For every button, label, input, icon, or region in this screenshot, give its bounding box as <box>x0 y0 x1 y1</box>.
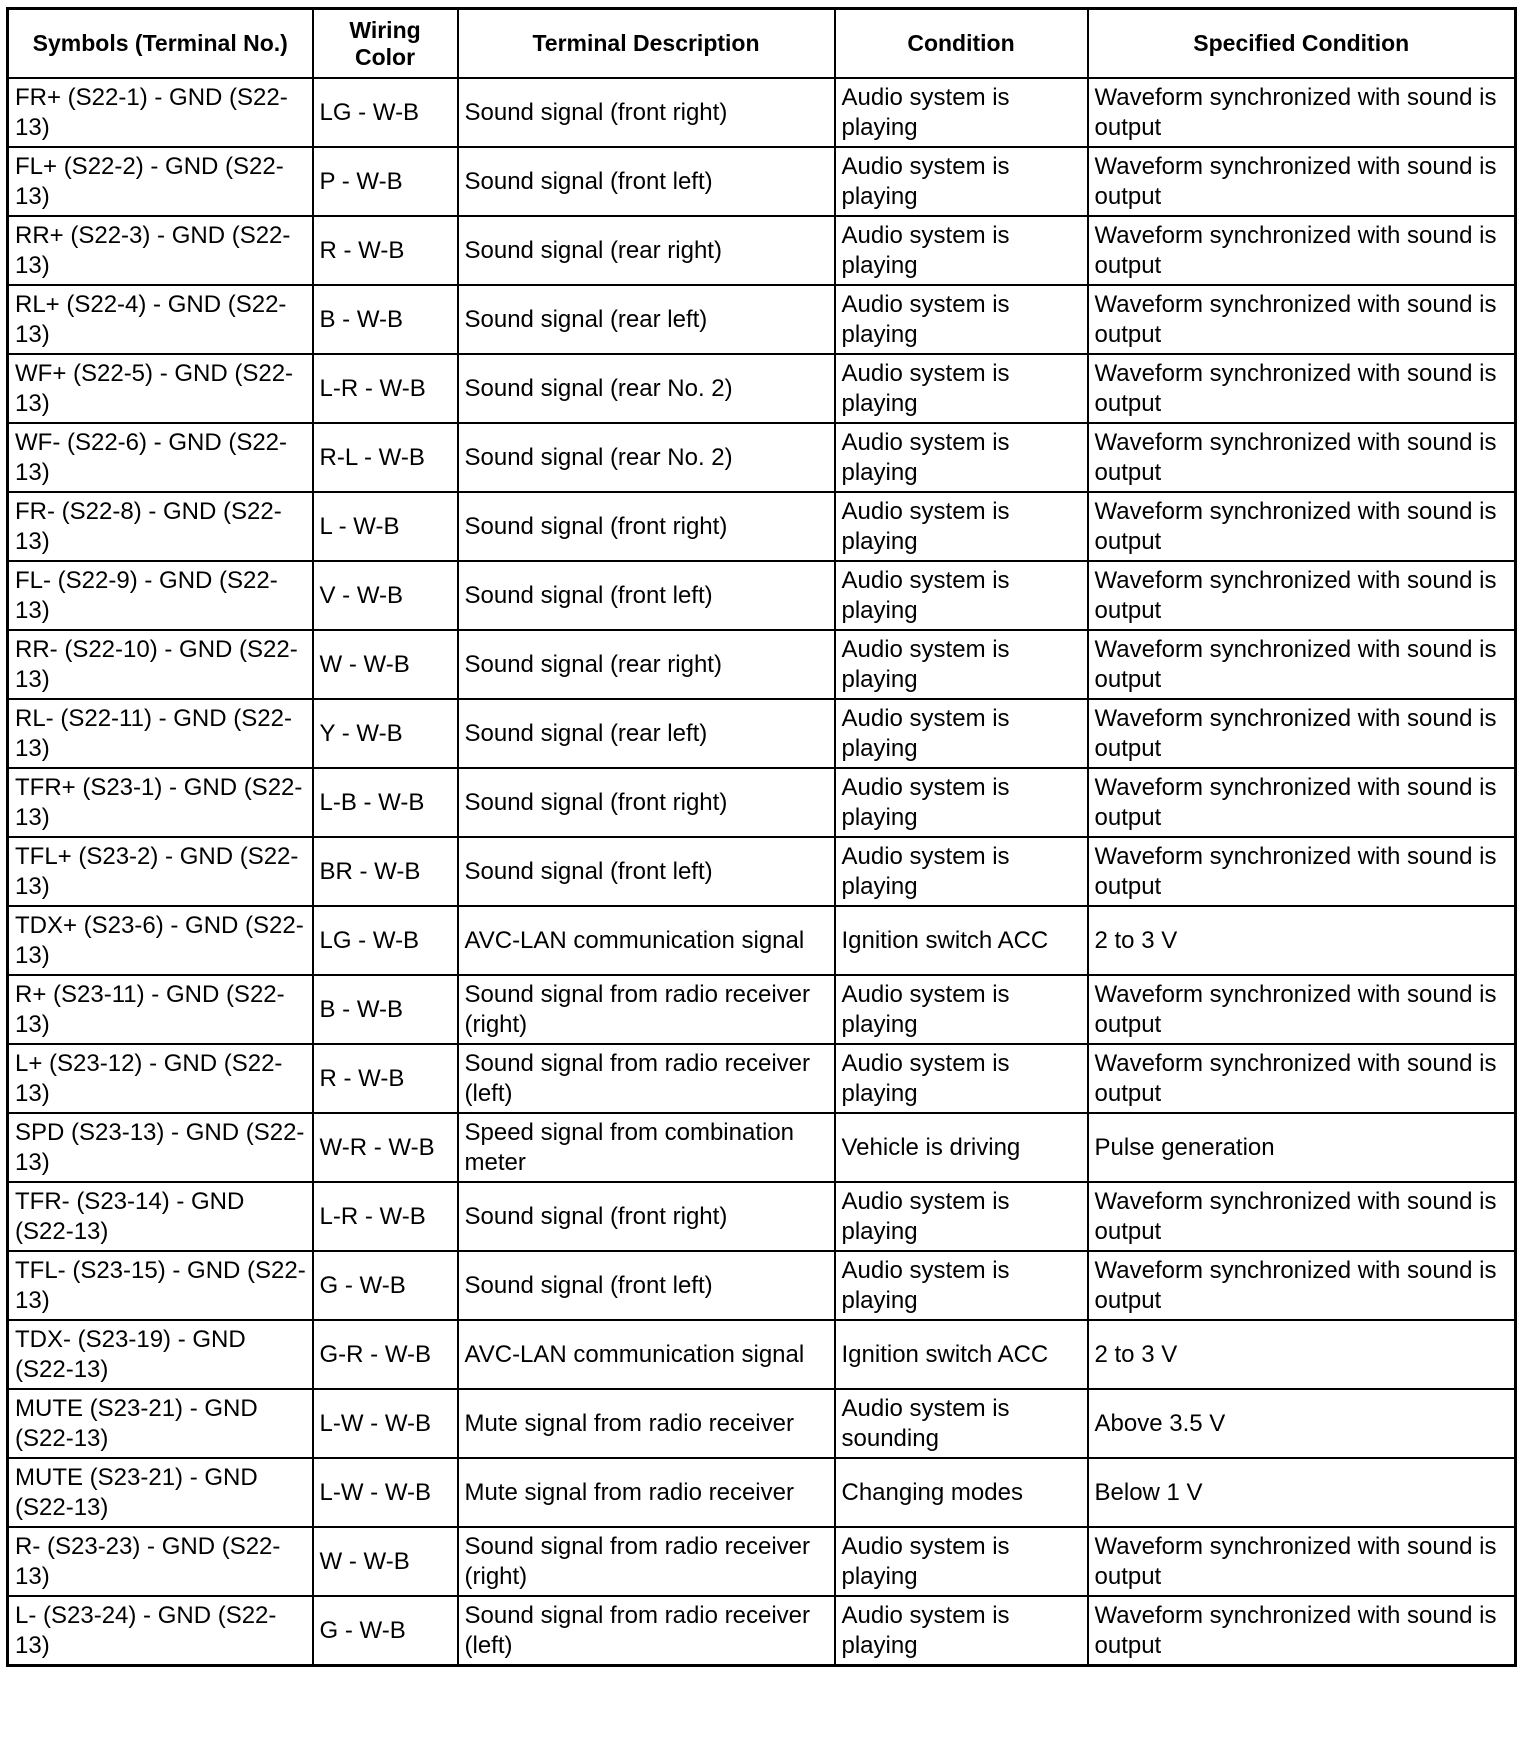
cell-symbols: TFR+ (S23-1) - GND (S22-13) <box>8 768 313 837</box>
cell-wiring-color: L-W - W-B <box>313 1458 458 1527</box>
cell-terminal-description: Sound signal from radio receiver (left) <box>458 1596 835 1666</box>
cell-wiring-color: L-B - W-B <box>313 768 458 837</box>
table-row <box>8 147 1516 216</box>
cell-specified-condition: Waveform synchronized with sound is output <box>1088 699 1516 768</box>
cell-terminal-description: Mute signal from radio receiver <box>458 1458 835 1527</box>
table-row <box>8 906 1516 975</box>
cell-specified-condition: Waveform synchronized with sound is output <box>1088 1182 1516 1251</box>
cell-terminal-description: Sound signal from radio receiver (left) <box>458 1044 835 1113</box>
cell-terminal-description: Sound signal (front right) <box>458 78 835 147</box>
cell-symbols: RL+ (S22-4) - GND (S22-13) <box>8 285 313 354</box>
cell-terminal-description: Sound signal (front right) <box>458 768 835 837</box>
table-row <box>8 354 1516 423</box>
cell-condition: Audio system is playing <box>835 1182 1088 1251</box>
cell-wiring-color: BR - W-B <box>313 837 458 906</box>
cell-specified-condition: Waveform synchronized with sound is output <box>1088 1044 1516 1113</box>
cell-wiring-color: R - W-B <box>313 1044 458 1113</box>
table-row <box>8 561 1516 630</box>
cell-terminal-description: Sound signal (rear No. 2) <box>458 354 835 423</box>
cell-wiring-color: L - W-B <box>313 492 458 561</box>
table-row <box>8 285 1516 354</box>
cell-specified-condition: Waveform synchronized with sound is output <box>1088 975 1516 1044</box>
cell-specified-condition: Below 1 V <box>1088 1458 1516 1527</box>
cell-specified-condition: Waveform synchronized with sound is output <box>1088 492 1516 561</box>
cell-condition: Vehicle is driving <box>835 1113 1088 1182</box>
terminal-spec-table <box>6 7 1517 1667</box>
cell-symbols: RR+ (S22-3) - GND (S22-13) <box>8 216 313 285</box>
header-symbols: Symbols (Terminal No.) <box>8 9 313 79</box>
cell-condition: Ignition switch ACC <box>835 1320 1088 1389</box>
cell-terminal-description: AVC-LAN communication signal <box>458 906 835 975</box>
cell-specified-condition: Waveform synchronized with sound is output <box>1088 1251 1516 1320</box>
header-wiring-color: Wiring Color <box>313 9 458 79</box>
cell-specified-condition: Waveform synchronized with sound is output <box>1088 285 1516 354</box>
header-condition: Condition <box>835 9 1088 79</box>
cell-symbols: L+ (S23-12) - GND (S22-13) <box>8 1044 313 1113</box>
cell-symbols: TDX+ (S23-6) - GND (S22-13) <box>8 906 313 975</box>
cell-wiring-color: G - W-B <box>313 1596 458 1666</box>
cell-specified-condition: Pulse generation <box>1088 1113 1516 1182</box>
cell-symbols: TFR- (S23-14) - GND (S22-13) <box>8 1182 313 1251</box>
cell-specified-condition: Waveform synchronized with sound is output <box>1088 147 1516 216</box>
cell-symbols: FR- (S22-8) - GND (S22-13) <box>8 492 313 561</box>
cell-wiring-color: W - W-B <box>313 1527 458 1596</box>
cell-wiring-color: Y - W-B <box>313 699 458 768</box>
cell-symbols: TFL+ (S23-2) - GND (S22-13) <box>8 837 313 906</box>
cell-condition: Audio system is playing <box>835 147 1088 216</box>
cell-terminal-description: Sound signal (rear right) <box>458 216 835 285</box>
cell-condition: Audio system is playing <box>835 423 1088 492</box>
cell-condition: Audio system is playing <box>835 492 1088 561</box>
cell-terminal-description: Sound signal (front left) <box>458 837 835 906</box>
cell-wiring-color: R-L - W-B <box>313 423 458 492</box>
cell-terminal-description: Sound signal (rear left) <box>458 699 835 768</box>
cell-symbols: WF+ (S22-5) - GND (S22-13) <box>8 354 313 423</box>
cell-condition: Ignition switch ACC <box>835 906 1088 975</box>
cell-symbols: FL+ (S22-2) - GND (S22-13) <box>8 147 313 216</box>
table-row <box>8 768 1516 837</box>
table-row <box>8 1320 1516 1389</box>
cell-specified-condition: Waveform synchronized with sound is output <box>1088 78 1516 147</box>
table-row <box>8 78 1516 147</box>
table-row <box>8 699 1516 768</box>
cell-condition: Audio system is playing <box>835 561 1088 630</box>
cell-condition: Audio system is playing <box>835 699 1088 768</box>
cell-wiring-color: W - W-B <box>313 630 458 699</box>
cell-specified-condition: Above 3.5 V <box>1088 1389 1516 1458</box>
table-row <box>8 1113 1516 1182</box>
cell-specified-condition: Waveform synchronized with sound is output <box>1088 1527 1516 1596</box>
cell-condition: Audio system is playing <box>835 1527 1088 1596</box>
cell-symbols: FR+ (S22-1) - GND (S22-13) <box>8 78 313 147</box>
cell-wiring-color: R - W-B <box>313 216 458 285</box>
table-row <box>8 1182 1516 1251</box>
cell-symbols: SPD (S23-13) - GND (S22-13) <box>8 1113 313 1182</box>
cell-symbols: RL- (S22-11) - GND (S22-13) <box>8 699 313 768</box>
cell-terminal-description: Sound signal (front left) <box>458 1251 835 1320</box>
cell-terminal-description: Sound signal from radio receiver (right) <box>458 1527 835 1596</box>
cell-condition: Audio system is playing <box>835 216 1088 285</box>
cell-wiring-color: L-R - W-B <box>313 354 458 423</box>
header-specified-condition: Specified Condition <box>1088 9 1516 79</box>
table-row <box>8 423 1516 492</box>
cell-terminal-description: Sound signal (front right) <box>458 1182 835 1251</box>
table-row <box>8 837 1516 906</box>
cell-condition: Audio system is playing <box>835 630 1088 699</box>
cell-symbols: MUTE (S23-21) - GND (S22-13) <box>8 1389 313 1458</box>
cell-terminal-description: Sound signal (front left) <box>458 147 835 216</box>
cell-wiring-color: B - W-B <box>313 285 458 354</box>
table-row <box>8 492 1516 561</box>
cell-specified-condition: Waveform synchronized with sound is output <box>1088 1596 1516 1666</box>
cell-symbols: L- (S23-24) - GND (S22-13) <box>8 1596 313 1666</box>
cell-wiring-color: G - W-B <box>313 1251 458 1320</box>
table-row <box>8 1044 1516 1113</box>
cell-terminal-description: Sound signal (front left) <box>458 561 835 630</box>
cell-symbols: FL- (S22-9) - GND (S22-13) <box>8 561 313 630</box>
table-body <box>8 78 1516 1666</box>
cell-terminal-description: AVC-LAN communication signal <box>458 1320 835 1389</box>
cell-wiring-color: LG - W-B <box>313 78 458 147</box>
cell-wiring-color: W-R - W-B <box>313 1113 458 1182</box>
cell-condition: Audio system is playing <box>835 1596 1088 1666</box>
cell-specified-condition: Waveform synchronized with sound is output <box>1088 561 1516 630</box>
table-row <box>8 1389 1516 1458</box>
table-row <box>8 975 1516 1044</box>
table-header <box>8 9 1516 79</box>
cell-specified-condition: 2 to 3 V <box>1088 906 1516 975</box>
cell-terminal-description: Mute signal from radio receiver <box>458 1389 835 1458</box>
cell-condition: Audio system is playing <box>835 285 1088 354</box>
cell-specified-condition: Waveform synchronized with sound is output <box>1088 423 1516 492</box>
header-terminal-description: Terminal Description <box>458 9 835 79</box>
cell-symbols: MUTE (S23-21) - GND (S22-13) <box>8 1458 313 1527</box>
table-row <box>8 630 1516 699</box>
cell-condition: Audio system is playing <box>835 768 1088 837</box>
cell-wiring-color: P - W-B <box>313 147 458 216</box>
cell-terminal-description: Sound signal (rear No. 2) <box>458 423 835 492</box>
cell-wiring-color: L-R - W-B <box>313 1182 458 1251</box>
table-row <box>8 1596 1516 1666</box>
cell-condition: Audio system is sounding <box>835 1389 1088 1458</box>
table-row <box>8 1527 1516 1596</box>
cell-wiring-color: LG - W-B <box>313 906 458 975</box>
cell-terminal-description: Sound signal (front right) <box>458 492 835 561</box>
table-row <box>8 1251 1516 1320</box>
cell-condition: Audio system is playing <box>835 1044 1088 1113</box>
cell-terminal-description: Sound signal (rear right) <box>458 630 835 699</box>
cell-specified-condition: Waveform synchronized with sound is output <box>1088 354 1516 423</box>
terminal-spec-document <box>6 7 1514 1667</box>
cell-specified-condition: Waveform synchronized with sound is output <box>1088 768 1516 837</box>
header-row <box>8 9 1516 79</box>
table-row <box>8 216 1516 285</box>
cell-symbols: WF- (S22-6) - GND (S22-13) <box>8 423 313 492</box>
cell-specified-condition: Waveform synchronized with sound is output <box>1088 630 1516 699</box>
cell-symbols: TFL- (S23-15) - GND (S22-13) <box>8 1251 313 1320</box>
cell-specified-condition: Waveform synchronized with sound is output <box>1088 837 1516 906</box>
cell-condition: Audio system is playing <box>835 975 1088 1044</box>
cell-wiring-color: V - W-B <box>313 561 458 630</box>
cell-condition: Changing modes <box>835 1458 1088 1527</box>
cell-condition: Audio system is playing <box>835 837 1088 906</box>
cell-specified-condition: 2 to 3 V <box>1088 1320 1516 1389</box>
cell-symbols: TDX- (S23-19) - GND (S22-13) <box>8 1320 313 1389</box>
cell-wiring-color: L-W - W-B <box>313 1389 458 1458</box>
cell-condition: Audio system is playing <box>835 1251 1088 1320</box>
cell-symbols: R- (S23-23) - GND (S22-13) <box>8 1527 313 1596</box>
cell-wiring-color: G-R - W-B <box>313 1320 458 1389</box>
cell-wiring-color: B - W-B <box>313 975 458 1044</box>
cell-terminal-description: Sound signal (rear left) <box>458 285 835 354</box>
cell-symbols: RR- (S22-10) - GND (S22-13) <box>8 630 313 699</box>
cell-condition: Audio system is playing <box>835 78 1088 147</box>
cell-terminal-description: Sound signal from radio receiver (right) <box>458 975 835 1044</box>
table-row <box>8 1458 1516 1527</box>
cell-terminal-description: Speed signal from combination meter <box>458 1113 835 1182</box>
cell-specified-condition: Waveform synchronized with sound is output <box>1088 216 1516 285</box>
cell-condition: Audio system is playing <box>835 354 1088 423</box>
cell-symbols: R+ (S23-11) - GND (S22-13) <box>8 975 313 1044</box>
